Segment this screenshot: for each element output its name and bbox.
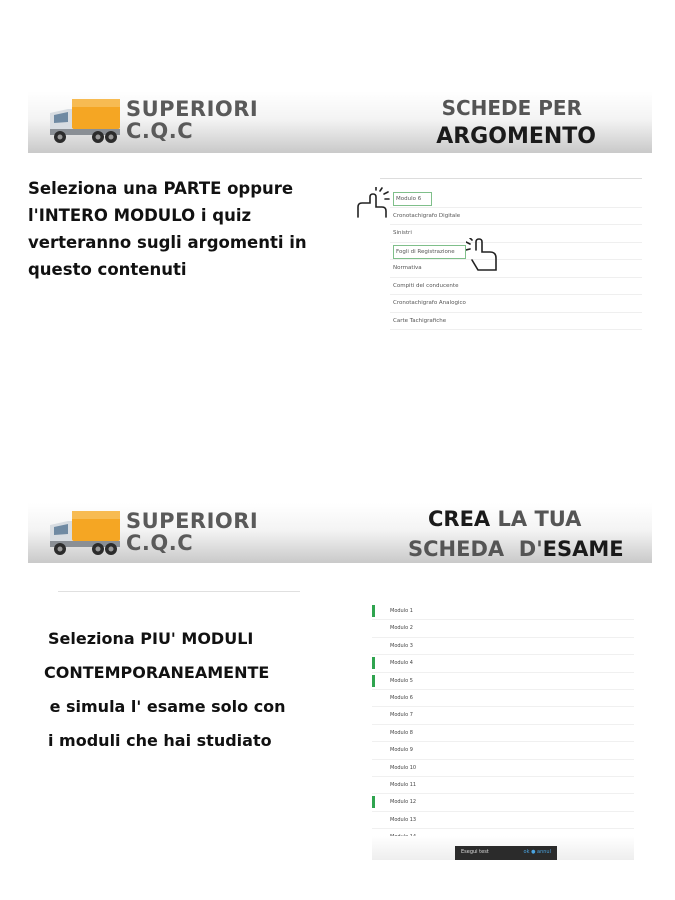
module-label: Modulo 7 [390,712,413,719]
brand-line1: SUPERIORI [126,509,259,533]
tap-hand-icon [466,238,502,272]
description-esame [44,622,304,758]
description-line: i moduli che hai studiato [48,731,272,750]
description-line: e simula l' esame solo con [44,697,286,716]
module-row[interactable] [372,812,634,829]
header-banner-esame [28,503,652,563]
module-label: Modulo 2 [390,625,413,632]
confirm-button[interactable]: ok ● annul [523,849,551,855]
selected-indicator [372,657,375,669]
topic-list [390,190,642,330]
truck-icon [46,95,122,147]
description-line: verteranno sugli argomenti in [28,233,307,252]
truck-icon [46,507,122,559]
section-title [436,96,596,149]
list-item[interactable]: Cronotachigrafo Analogico [390,295,642,313]
description-line: l'INTERO MODULO i quiz [28,206,252,225]
description-argomento [28,175,328,283]
divider [380,178,642,179]
section-title [408,507,624,561]
title-line1: SCHEDE PER [441,96,582,120]
module-row[interactable] [372,794,634,811]
module-label: Modulo 1 [390,608,413,614]
brand-line2: C.Q.C [126,119,194,143]
list-item-label: Fogli di Registrazione [393,245,466,259]
list-item[interactable] [390,243,642,261]
module-row[interactable] [372,725,634,742]
list-item[interactable]: Carte Tachigrafiche [390,313,642,331]
module-row[interactable] [372,690,634,707]
module-row[interactable] [372,638,634,655]
title-line1 [428,507,624,531]
module-row[interactable] [372,777,634,794]
title-word: CREA [428,507,491,531]
title-line2: ARGOMENTO [436,124,596,149]
brand-line1: SUPERIORI [126,97,259,121]
header-banner-argomento [28,91,652,153]
description-line: questo contenuti [28,260,187,279]
action-bar [455,846,557,860]
module-list [372,603,634,846]
module-label: Modulo 5 [390,677,413,684]
list-item[interactable]: Normativa [390,260,642,278]
module-row[interactable] [372,760,634,777]
module-row[interactable] [372,673,634,690]
module-row[interactable] [372,742,634,759]
brand-name [126,98,258,142]
description-line: CONTEMPORANEAMENTE [44,663,270,682]
list-item[interactable]: Sinistri [390,225,642,243]
title-word: LA TUA [497,507,582,531]
brand-line2: C.Q.C [126,531,194,555]
module-label: Modulo 10 [390,764,417,771]
title-word: SCHEDA D' [408,537,543,561]
module-row[interactable] [372,620,634,637]
tap-hand-icon [354,187,390,221]
run-test-button[interactable]: Esegui test [461,849,489,855]
module-label: Modulo 6 [390,694,413,701]
module-label: Modulo 8 [390,729,413,736]
module-label: Modulo 12 [390,799,417,806]
selected-indicator [372,675,375,687]
title-line2 [408,537,624,561]
brand-name [126,510,258,554]
module-row[interactable] [372,603,634,620]
module-label: Modulo 11 [390,781,417,788]
list-item[interactable]: Compiti del conducente [390,278,642,296]
module-row[interactable] [372,655,634,672]
module-label: Modulo 3 [390,642,413,649]
module-label: Modulo 4 [390,660,413,667]
selected-indicator [372,605,375,617]
list-item[interactable]: Cronotachigrafo Digitale [390,208,642,226]
description-line: Seleziona una PARTE oppure [28,179,294,198]
module-row[interactable] [372,707,634,724]
module-label: Modulo 9 [390,747,413,754]
title-word: ESAME [542,537,624,561]
module-label: Modulo 13 [390,816,417,823]
divider [58,591,300,592]
description-line: Seleziona PIU' MODULI [48,629,254,648]
selected-indicator [372,796,375,808]
list-item-label: Modulo 6 [393,192,432,206]
list-item-module[interactable] [390,190,642,208]
